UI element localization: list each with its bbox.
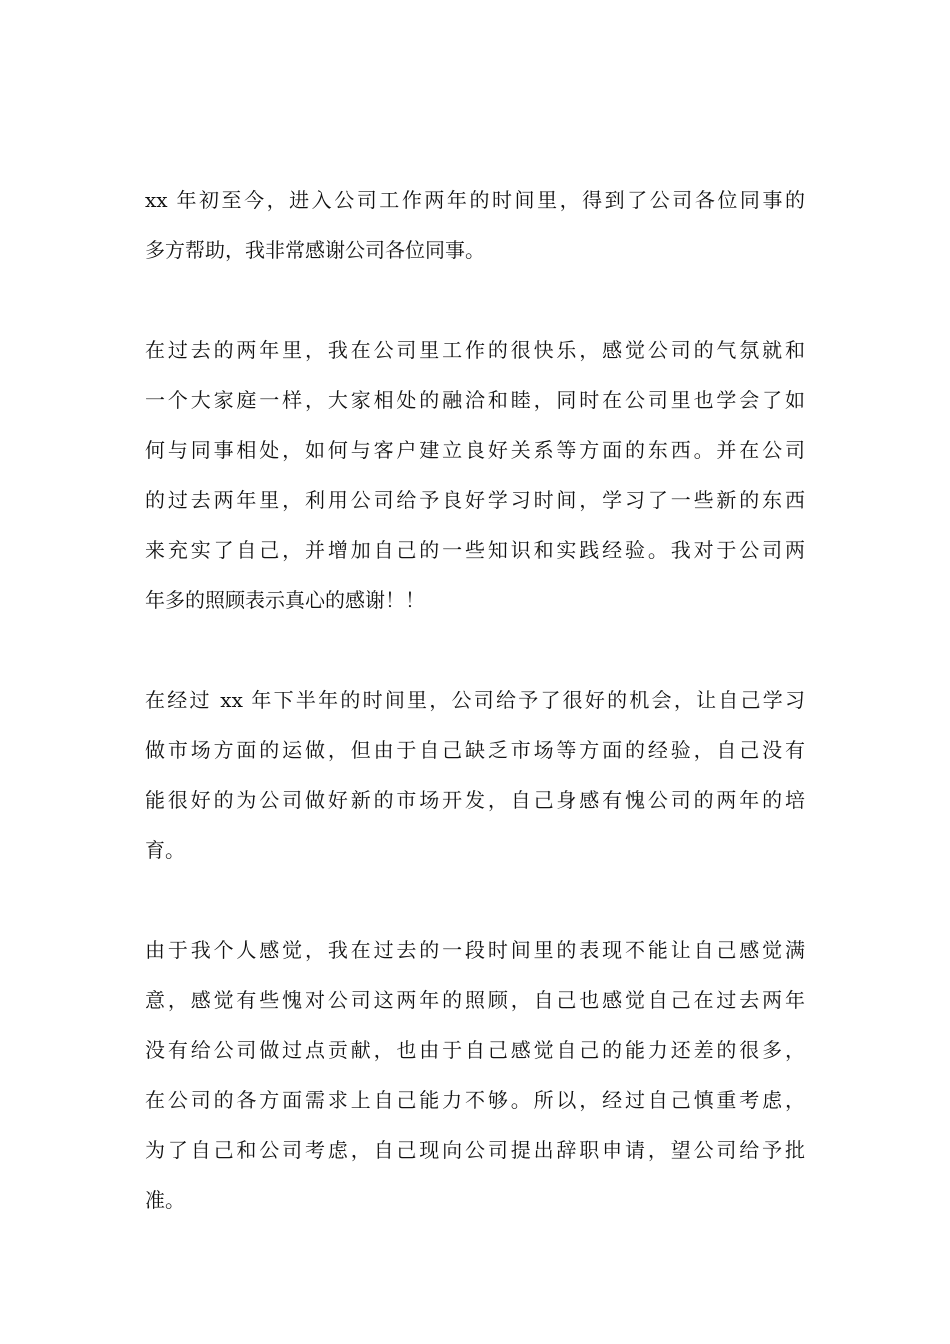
paragraph-2	[145, 325, 805, 625]
paragraph-4	[145, 925, 805, 1225]
paragraph-line: 的过去两年里，利用公司给予良好学习时间，学习了一些新的东西	[145, 488, 805, 512]
paragraph-line: 没有给公司做过点贡献，也由于自己感觉自己的能力还差的很多，	[145, 1038, 805, 1062]
paragraph-line: 意，感觉有些愧对公司这两年的照顾，自己也感觉自己在过去两年	[145, 988, 805, 1012]
paragraph-line: 准。	[145, 1188, 185, 1212]
paragraph-line: 年多的照顾表示真心的感谢！！	[145, 588, 425, 612]
paragraph-line: 何与同事相处，如何与客户建立良好关系等方面的东西。并在公司	[145, 438, 805, 462]
paragraph-line: 在公司的各方面需求上自己能力不够。所以，经过自己慎重考虑，	[145, 1088, 805, 1112]
paragraph-line: 为了自己和公司考虑，自己现向公司提出辞职申请，望公司给予批	[145, 1138, 805, 1162]
paragraph-line: 能很好的为公司做好新的市场开发，自己身感有愧公司的两年的培	[145, 788, 805, 812]
paragraph-line: 在经过 xx 年下半年的时间里，公司给予了很好的机会，让自己学习	[145, 688, 805, 712]
paragraph-line: 多方帮助，我非常感谢公司各位同事。	[145, 238, 485, 262]
paragraph-line: 一个大家庭一样，大家相处的融洽和睦，同时在公司里也学会了如	[145, 388, 805, 412]
paragraph-line: 做市场方面的运做，但由于自己缺乏市场等方面的经验，自己没有	[145, 738, 805, 762]
paragraph-line: 育。	[145, 838, 185, 862]
paragraph-line: 由于我个人感觉，我在过去的一段时间里的表现不能让自己感觉满	[145, 938, 805, 962]
paragraph-1	[145, 175, 805, 275]
paragraph-line: 在过去的两年里，我在公司里工作的很快乐，感觉公司的气氛就和	[145, 338, 805, 362]
paragraph-line: 来充实了自己，并增加自己的一些知识和实践经验。我对于公司两	[145, 538, 805, 562]
paragraph-line: xx 年初至今，进入公司工作两年的时间里，得到了公司各位同事的	[145, 188, 805, 212]
paragraph-3	[145, 675, 805, 875]
